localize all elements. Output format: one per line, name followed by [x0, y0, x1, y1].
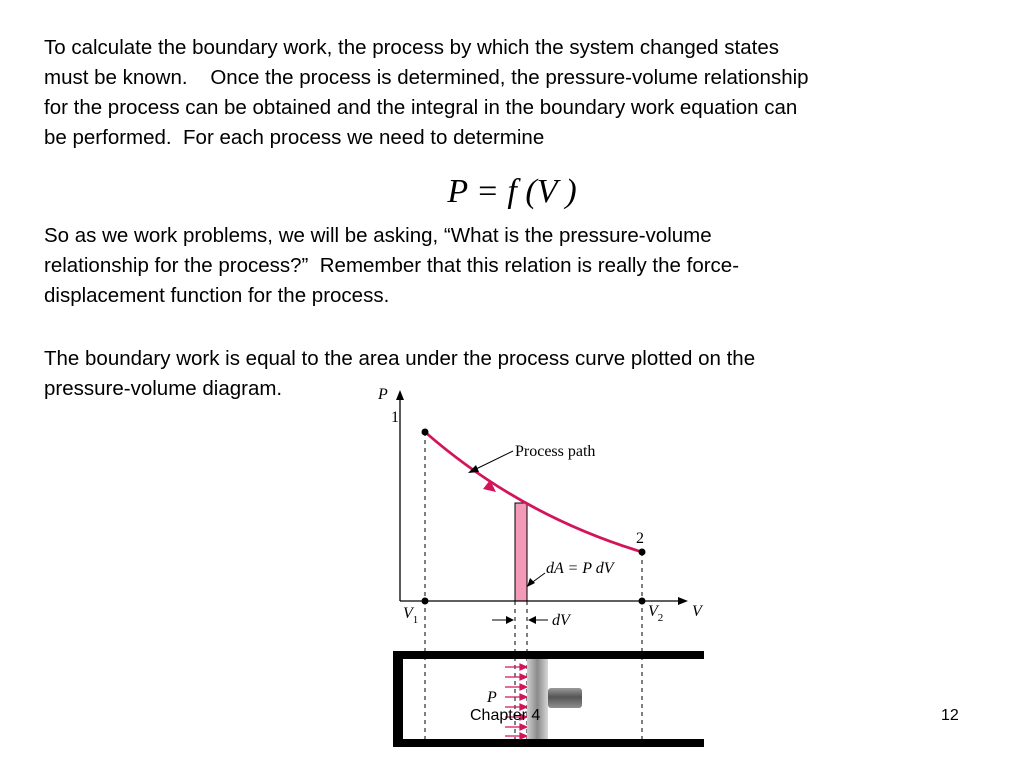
area-strip: [515, 503, 527, 601]
v1-axis-point: [422, 598, 429, 605]
text-line: So as we work problems, we will be asking, “What is the pressure-volume: [44, 224, 712, 247]
v2-label: [648, 603, 663, 624]
v2-label-main: V: [648, 603, 658, 620]
v2-label-sub: 2: [657, 612, 664, 624]
text-line: must be known. Once the process is determined, the pressure-volume relationship: [44, 66, 809, 89]
y-axis-arrow-icon: [396, 390, 404, 400]
state-2-point: [639, 549, 646, 556]
piston-pressure-label: P: [487, 689, 497, 706]
piston: [527, 659, 548, 739]
p-axis-label: P: [378, 386, 388, 403]
text-line: relationship for the process?” Remember that this relation is really the force-: [44, 254, 740, 277]
text-line: displacement function for the process.: [44, 284, 390, 307]
process-direction-arrow-icon: [483, 480, 496, 492]
process-label-pointer: [474, 451, 513, 470]
text-line: pressure-volume diagram.: [44, 377, 283, 400]
pressure-volume-equation: P = f (V ): [447, 173, 577, 210]
dv-arrow-right-icon: [528, 616, 536, 624]
piston-rod: [548, 688, 582, 708]
text-line: The boundary work is equal to the area under the process curve plotted on the: [44, 347, 756, 370]
cylinder-bottom-wall: [393, 739, 704, 747]
v-axis-label: V: [692, 603, 702, 620]
area-label: dA = P dV: [546, 560, 614, 577]
v1-label: [403, 605, 418, 626]
pressure-arrows: [505, 664, 527, 739]
state-1-point: [422, 429, 429, 436]
v1-label-sub: 1: [412, 614, 419, 626]
cylinder-top-wall: [393, 651, 704, 659]
state-1-label: 1: [391, 409, 399, 426]
state-2-label: 2: [636, 530, 644, 547]
slide-number: 12: [941, 707, 959, 724]
footer-chapter: Chapter 4: [470, 707, 541, 724]
cylinder-end-wall: [393, 651, 403, 747]
area-pointer-arrow-icon: [527, 578, 535, 587]
text-line: To calculate the boundary work, the process by which the system changed states: [44, 36, 779, 59]
v1-label-main: V: [403, 605, 413, 622]
dv-label: dV: [552, 612, 570, 629]
text-line: be performed. For each process we need to determine: [44, 126, 545, 149]
process-path-label: Process path: [515, 443, 596, 460]
dv-arrow-left-icon: [506, 616, 514, 624]
x-axis-arrow-icon: [678, 597, 688, 605]
text-line: for the process can be obtained and the integral in the boundary work equation can: [44, 96, 798, 119]
v2-axis-point: [639, 598, 646, 605]
